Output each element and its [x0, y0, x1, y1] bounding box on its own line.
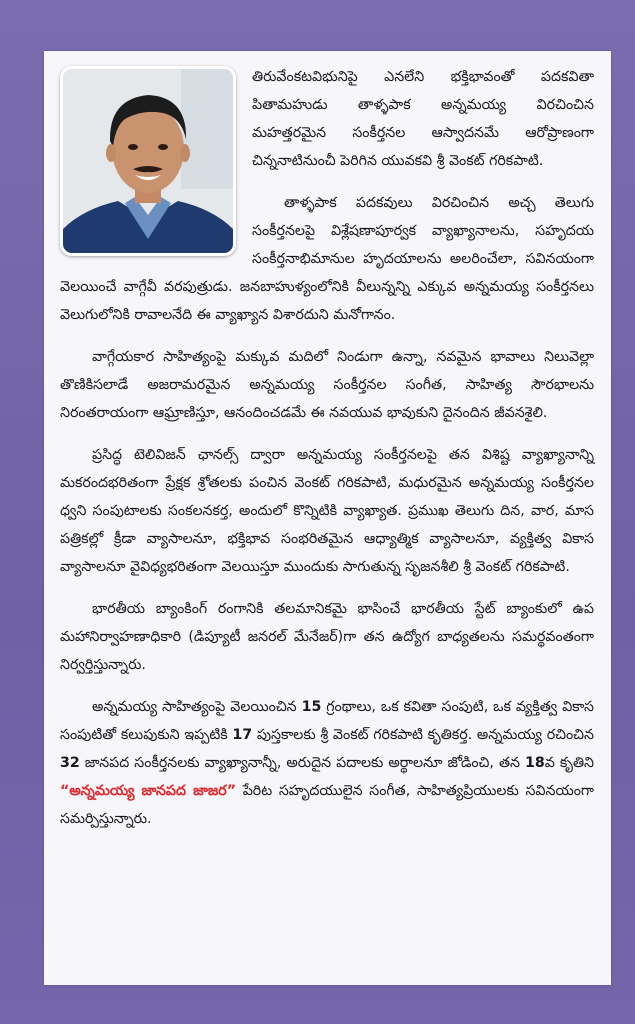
- bio-text-segment: అన్నమయ్య సాహిత్యంపై వెలయించిన: [92, 699, 302, 715]
- bio-text-segment: పేరిట సహృదయులైన సంగీత, సాహిత్యప్రియులకు సవినయంగా సమర్పిస్తున్నారు.: [60, 783, 594, 827]
- text-panel: [44, 51, 611, 985]
- book-count-number: 15: [301, 699, 322, 715]
- bio-text-segment: జానపద సంకీర్తనలకు వ్యాఖ్యానాన్నీ, అరుదైన పదాలకు అర్థాలనూ జోడించి, తన: [79, 755, 525, 771]
- bio-paragraph-5: భారతీయ బ్యాంకింగ్ రంగానికి తలమానికమై భాసించే భారతీయ స్టేట్ బ్యాంకులో ఉప మహానిర్వాహణాధికారి (డిప్యూటీ జనరల్ మేనేజర్)గా తన ఉద్యోగ బాధ్యతలను సమర్థవంతంగా నిర్వర్తిస్తున్నారు.: [60, 601, 594, 673]
- work-number: 18: [524, 755, 545, 771]
- book-title-highlight: “అన్నమయ్య జానపద జాజర”: [60, 783, 237, 799]
- photo-spacer: [60, 63, 252, 255]
- total-books-number: 17: [232, 727, 253, 743]
- bio-text-segment: వ కృతిని: [544, 755, 594, 771]
- bio-paragraph-1: తిరువేంకటవిభునిపై ఎనలేని భక్తిభావంతో పదకవితా పితామహుడు తాళ్ళపాక అన్నమయ్య విరచించిన మహత్తరమైన సంకీర్తనల ఆస్వాదనమే ఆరోప్రాణంగా చిన్ననాటినుంచీ పెరిగిన యువకవి శ్రీ వెంకట్ గరికపాటి.: [252, 69, 594, 169]
- author-biography: [60, 63, 594, 847]
- songs-count-number: 32: [60, 755, 80, 771]
- bio-paragraph-3: వాగ్గేయకార సాహిత్యంపై మక్కువ మదిలో నిండుగా ఉన్నా, నవమైన భావాలు నిలువెల్లా తొణికిసలాడే అజరామరమైన అన్నమయ్య సంకీర్తనల సంగీత, సాహిత్య సౌరభాలను నిరంతరాయంగా ఆఘ్రాణిస్తూ, ఆనందించడమే ఈ నవయువ భావుకుని దైనందిన జీవనశైలి.: [60, 349, 594, 421]
- bio-text-segment: పుస్తకాలకు శ్రీ వెంకట్ గరికపాటి కృతికర్త. అన్నమయ్య రచించిన: [252, 727, 594, 743]
- bio-paragraph-4: ప్రసిద్ధ టెలివిజన్ ఛానల్స్ ద్వారా అన్నమయ్య సంకీర్తనలపై తన విశిష్ట వ్యాఖ్యానాన్ని మకరందభరితంగా ప్రేక్షక శ్రోతలకు పంచిన వెంకట్ గరికపాటి, మధురమైన అన్నమయ్య సంకీర్తనల ధ్వని సంపుటాలకు సంకలనకర్త, అందులో కొన్నిటికి వ్యాఖ్యాత. ప్రముఖ తెలుగు దిన, వార, మాస పత్రికల్లో క్రీడా వ్యాసాలనూ, భక్తిభావ సంభరితమైన ఆధ్యాత్మిక వ్యాసాలనూ, వ్యక్తిత్వ వికాస వ్యాసాలనూ వైవిధ్యభరితంగా వెలయిస్తూ ముందుకు సాగుతున్న సృజనశీలి శ్రీ వెంకట్ గరికపాటి.: [60, 447, 594, 575]
- bio-paragraph-6: [60, 693, 594, 833]
- bio-paragraph-2: తాళ్ళపాక పదకవులు విరచించిన అచ్చ తెలుగు సంకీర్తనలపై విశ్లేషణాపూర్వక వ్యాఖ్యానాలను, సహృదయ సంకీర్తనాభిమానుల హృదయాలను అలరించేలా, సవినయంగా వెలయించే వాగ్గేవీ వరపుత్రుడు. జనబాహుళ్యంలోనికి వీలున్నన్ని ఎక్కువ అన్నమయ్య సంకీర్తనలు వెలుగులోనికి రావాలనేది ఈ వ్యాఖ్యాన విశారదుని మనోగానం.: [60, 195, 594, 323]
- bio-text-segment: గ్రంథాలు, ఒక కవితా సంపుటి, ఒక వ్యక్తిత్వ వికాస సంపుటితో కలుపుకుని ఇప్పటికి: [60, 699, 594, 743]
